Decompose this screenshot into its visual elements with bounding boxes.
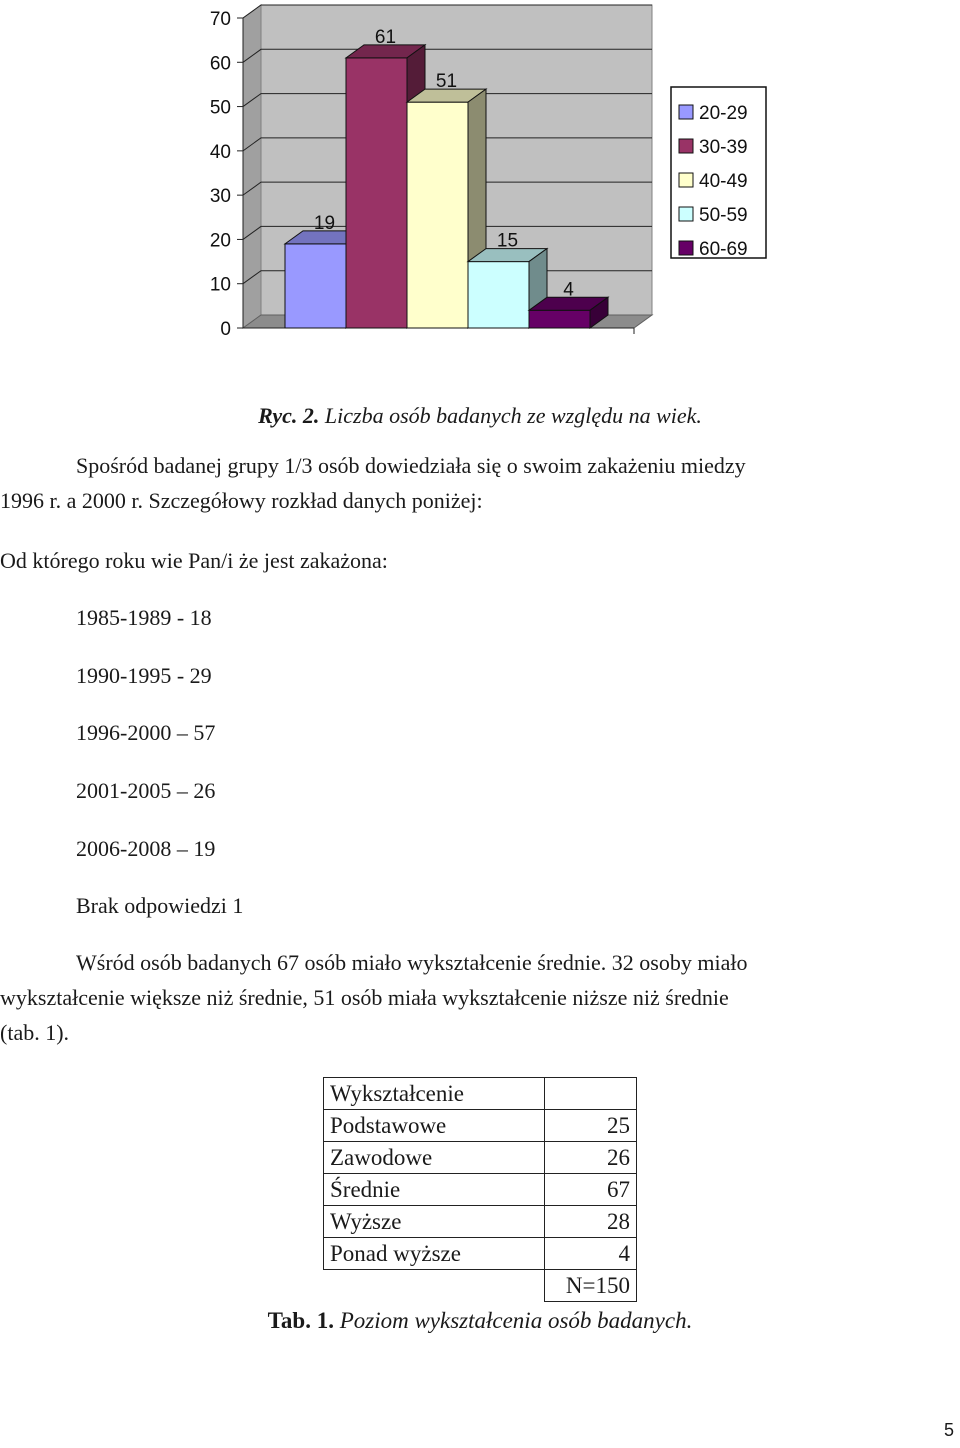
y-tick-label: 20 bbox=[209, 230, 231, 252]
y-tick-label: 70 bbox=[209, 9, 231, 30]
age-bar-chart bbox=[0, 0, 960, 400]
bar-40-49 bbox=[407, 102, 468, 328]
paragraph-infection-timing bbox=[0, 448, 960, 518]
bar-50-59 bbox=[468, 262, 529, 328]
y-tick-label: 0 bbox=[220, 319, 231, 340]
figure-caption-label: Ryc. 2. bbox=[258, 403, 320, 428]
y-tick-label: 60 bbox=[209, 53, 231, 75]
data-label: 51 bbox=[435, 71, 458, 93]
paragraph1-line1: Spośród badanej grupy 1/3 osób dowiedziała się o swoim zakażeniu miedzy bbox=[76, 453, 746, 478]
table-cell-value: 26 bbox=[545, 1142, 637, 1174]
legend-label: 60-69 bbox=[699, 239, 748, 260]
table-total-empty bbox=[324, 1270, 545, 1302]
table-cell-value: 67 bbox=[545, 1174, 637, 1206]
table-row bbox=[324, 1174, 637, 1206]
table-row bbox=[324, 1110, 637, 1142]
table-row bbox=[324, 1142, 637, 1174]
table-caption bbox=[0, 1308, 960, 1334]
year-item: 1996-2000 – 57 bbox=[76, 720, 216, 745]
table-cell-label: Średnie bbox=[324, 1174, 545, 1206]
paragraph-education bbox=[0, 945, 960, 1050]
y-tick-label: 10 bbox=[209, 274, 231, 296]
paragraph2-line3: (tab. 1). bbox=[0, 1020, 70, 1045]
table-caption-text: Poziom wykształcenia osób badanych. bbox=[339, 1308, 693, 1333]
page-number: 5 bbox=[943, 1420, 954, 1440]
paragraph2-line2: wykształcenie większe niż średnie, 51 osób miała wykształcenie niższe niż średnie bbox=[0, 985, 729, 1010]
table-total-row bbox=[324, 1270, 637, 1302]
data-label: 15 bbox=[496, 230, 519, 252]
chart-side-wall bbox=[243, 5, 261, 328]
table-cell-value: 4 bbox=[545, 1238, 637, 1270]
data-label: 19 bbox=[313, 212, 336, 234]
table-header-row bbox=[324, 1078, 637, 1110]
table-header: Wykształcenie bbox=[324, 1078, 545, 1110]
year-item: Brak odpowiedzi 1 bbox=[76, 893, 244, 918]
legend-swatch bbox=[679, 207, 693, 221]
table-header-empty bbox=[545, 1078, 637, 1110]
education-table bbox=[323, 1077, 637, 1302]
legend-swatch bbox=[679, 139, 693, 153]
paragraph1-line2: 1996 r. a 2000 r. Szczegółowy rozkład danych poniżej: bbox=[0, 488, 483, 513]
table-row bbox=[324, 1206, 637, 1238]
legend-swatch bbox=[679, 173, 693, 187]
table-caption-label: Tab. 1. bbox=[267, 1308, 334, 1333]
figure-caption-text: Liczba osób badanych ze względu na wiek. bbox=[324, 403, 702, 428]
table-cell-value: 28 bbox=[545, 1206, 637, 1238]
legend-label: 30-39 bbox=[699, 137, 748, 158]
table-cell-label: Zawodowe bbox=[324, 1142, 545, 1174]
legend-label: 50-59 bbox=[699, 205, 748, 226]
table-cell-label: Ponad wyższe bbox=[324, 1238, 545, 1270]
legend-swatch bbox=[679, 241, 693, 255]
question-text: Od którego roku wie Pan/i że jest zakażona: bbox=[0, 548, 388, 573]
bar-60-69 bbox=[529, 310, 590, 328]
legend-swatch bbox=[679, 105, 693, 119]
table-total: N=150 bbox=[545, 1270, 637, 1302]
data-label: 61 bbox=[374, 26, 397, 48]
legend-label: 20-29 bbox=[699, 103, 748, 124]
y-tick-label: 30 bbox=[209, 186, 231, 208]
year-item: 1985-1989 - 18 bbox=[76, 605, 212, 630]
y-tick-label: 40 bbox=[209, 141, 231, 163]
table-cell-value: 25 bbox=[545, 1110, 637, 1142]
table-cell-label: Wyższe bbox=[324, 1206, 545, 1238]
bar-30-39 bbox=[346, 58, 407, 328]
bar-20-29 bbox=[285, 244, 346, 328]
table-row bbox=[324, 1238, 637, 1270]
y-tick-label: 50 bbox=[209, 97, 231, 119]
table-cell-label: Podstawowe bbox=[324, 1110, 545, 1142]
year-item: 2006-2008 – 19 bbox=[76, 836, 216, 861]
figure-caption bbox=[0, 403, 960, 429]
legend-label: 40-49 bbox=[699, 171, 748, 192]
year-item: 2001-2005 – 26 bbox=[76, 778, 216, 803]
data-label: 4 bbox=[563, 279, 574, 301]
year-item: 1990-1995 - 29 bbox=[76, 663, 212, 688]
paragraph2-line1: Wśród osób badanych 67 osób miało wykształcenie średnie. 32 osoby miało bbox=[76, 950, 748, 975]
